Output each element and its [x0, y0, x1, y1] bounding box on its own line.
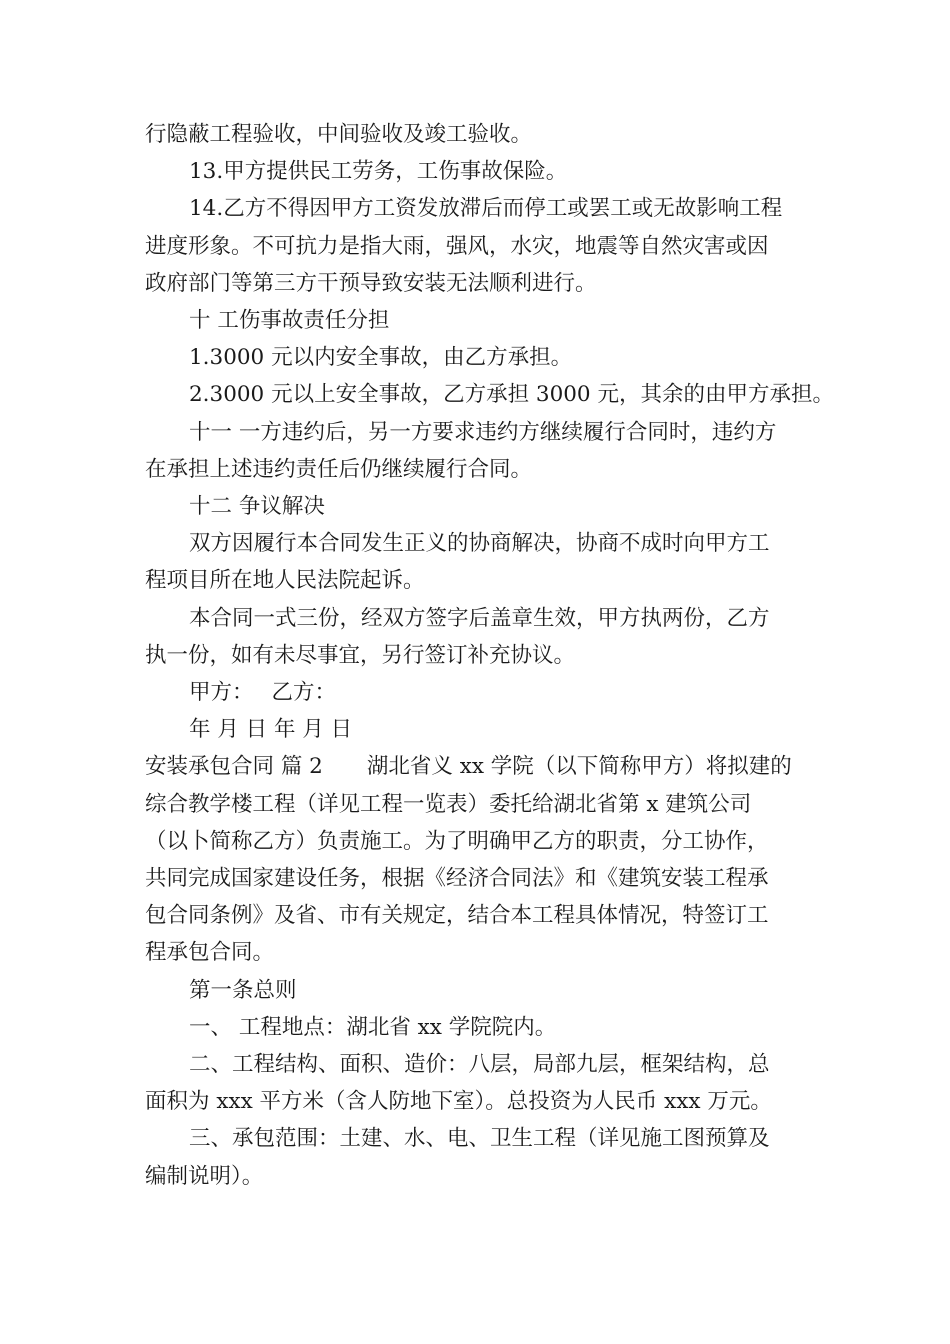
clause-14: 14.乙方不得因甲方工资发放滞后而停工或罢工或无故影响工程 [189, 196, 783, 222]
document-body [145, 116, 834, 1195]
signature-line [145, 674, 815, 711]
text-line: 程承包合同。 [145, 940, 275, 966]
contract-2-intro [145, 748, 815, 785]
text-line: 共同完成国家建设任务，根据《经济合同法》和《建筑安装工程承 [145, 866, 769, 892]
party-b-label: 乙方： [271, 680, 337, 706]
text-line: 程项目所在地人民法院起诉。 [145, 568, 425, 594]
clause-10-2: 2.3000 元以上安全事故，乙方承担 3000 元，其余的由甲方承担。 [189, 382, 834, 408]
section-heading-10: 十 工伤事故责任分担 [189, 308, 390, 334]
copies-paragraph: 本合同一式三份，经双方签字后盖章生效，甲方执两份，乙方 [189, 605, 770, 631]
text-line: （以卜简称乙方）负责施工。为了明确甲乙方的职责，分工协作， [145, 828, 769, 854]
article-1-item-2: 二、工程结构、面积、造价：八层，局部九层，框架结构，总 [189, 1052, 770, 1078]
text-line: 执一份，如有未尽事宜，另行签订补充协议。 [145, 642, 576, 668]
article-1-item-3: 三、承包范围：土建、水、电、卫生工程（详见施工图预算及 [189, 1126, 770, 1152]
article-1-heading: 第一条总则 [189, 977, 297, 1003]
text-line: 行隐蔽工程验收，中间验收及竣工验收。 [145, 122, 533, 147]
section-heading-12: 十二 争议解决 [189, 494, 325, 520]
text-line: 综合教学楼工程（详见工程一览表）委托给湖北省第 x 建筑公司 [145, 791, 752, 817]
clause-13: 13.甲方提供民工劳务，工伤事故保险。 [189, 159, 568, 185]
contract-2-title: 安装承包合同 篇 2 [145, 754, 323, 780]
section-11: 十一 一方违约后，另一方要求违约方继续履行合同时，违约方 [189, 419, 777, 445]
clause-10-1: 1.3000 元以内安全事故，由乙方承担。 [189, 345, 573, 371]
date-line: 年 月 日 年 月 日 [189, 717, 353, 743]
text-line: 包合同条例》及省、市有关规定，结合本工程具体情况，特签订工 [145, 903, 769, 929]
text-line: 编制说明）。 [145, 1163, 264, 1189]
text-line: 在承担上述违约责任后仍继续履行合同。 [145, 456, 533, 482]
text-line: 面积为 xxx 平方米（含人防地下室）。总投资为人民币 xxx 万元。 [145, 1089, 772, 1115]
dispute-paragraph: 双方因履行本合同发生正义的协商解决，协商不成时向甲方工 [189, 531, 770, 557]
text-line: 政府部门等第三方干预导致安装无法顺利进行。 [145, 270, 597, 296]
text-line: 进度形象。不可抗力是指大雨，强风，水灾，地震等自然灾害或因 [145, 233, 769, 259]
article-1-item-1: 一、 工程地点：湖北省 xx 学院院内。 [189, 1014, 557, 1040]
text-run: 湖北省义 xx 学院（以下简称甲方）将拟建的 [366, 754, 792, 780]
party-a-label: 甲方： [189, 680, 254, 706]
